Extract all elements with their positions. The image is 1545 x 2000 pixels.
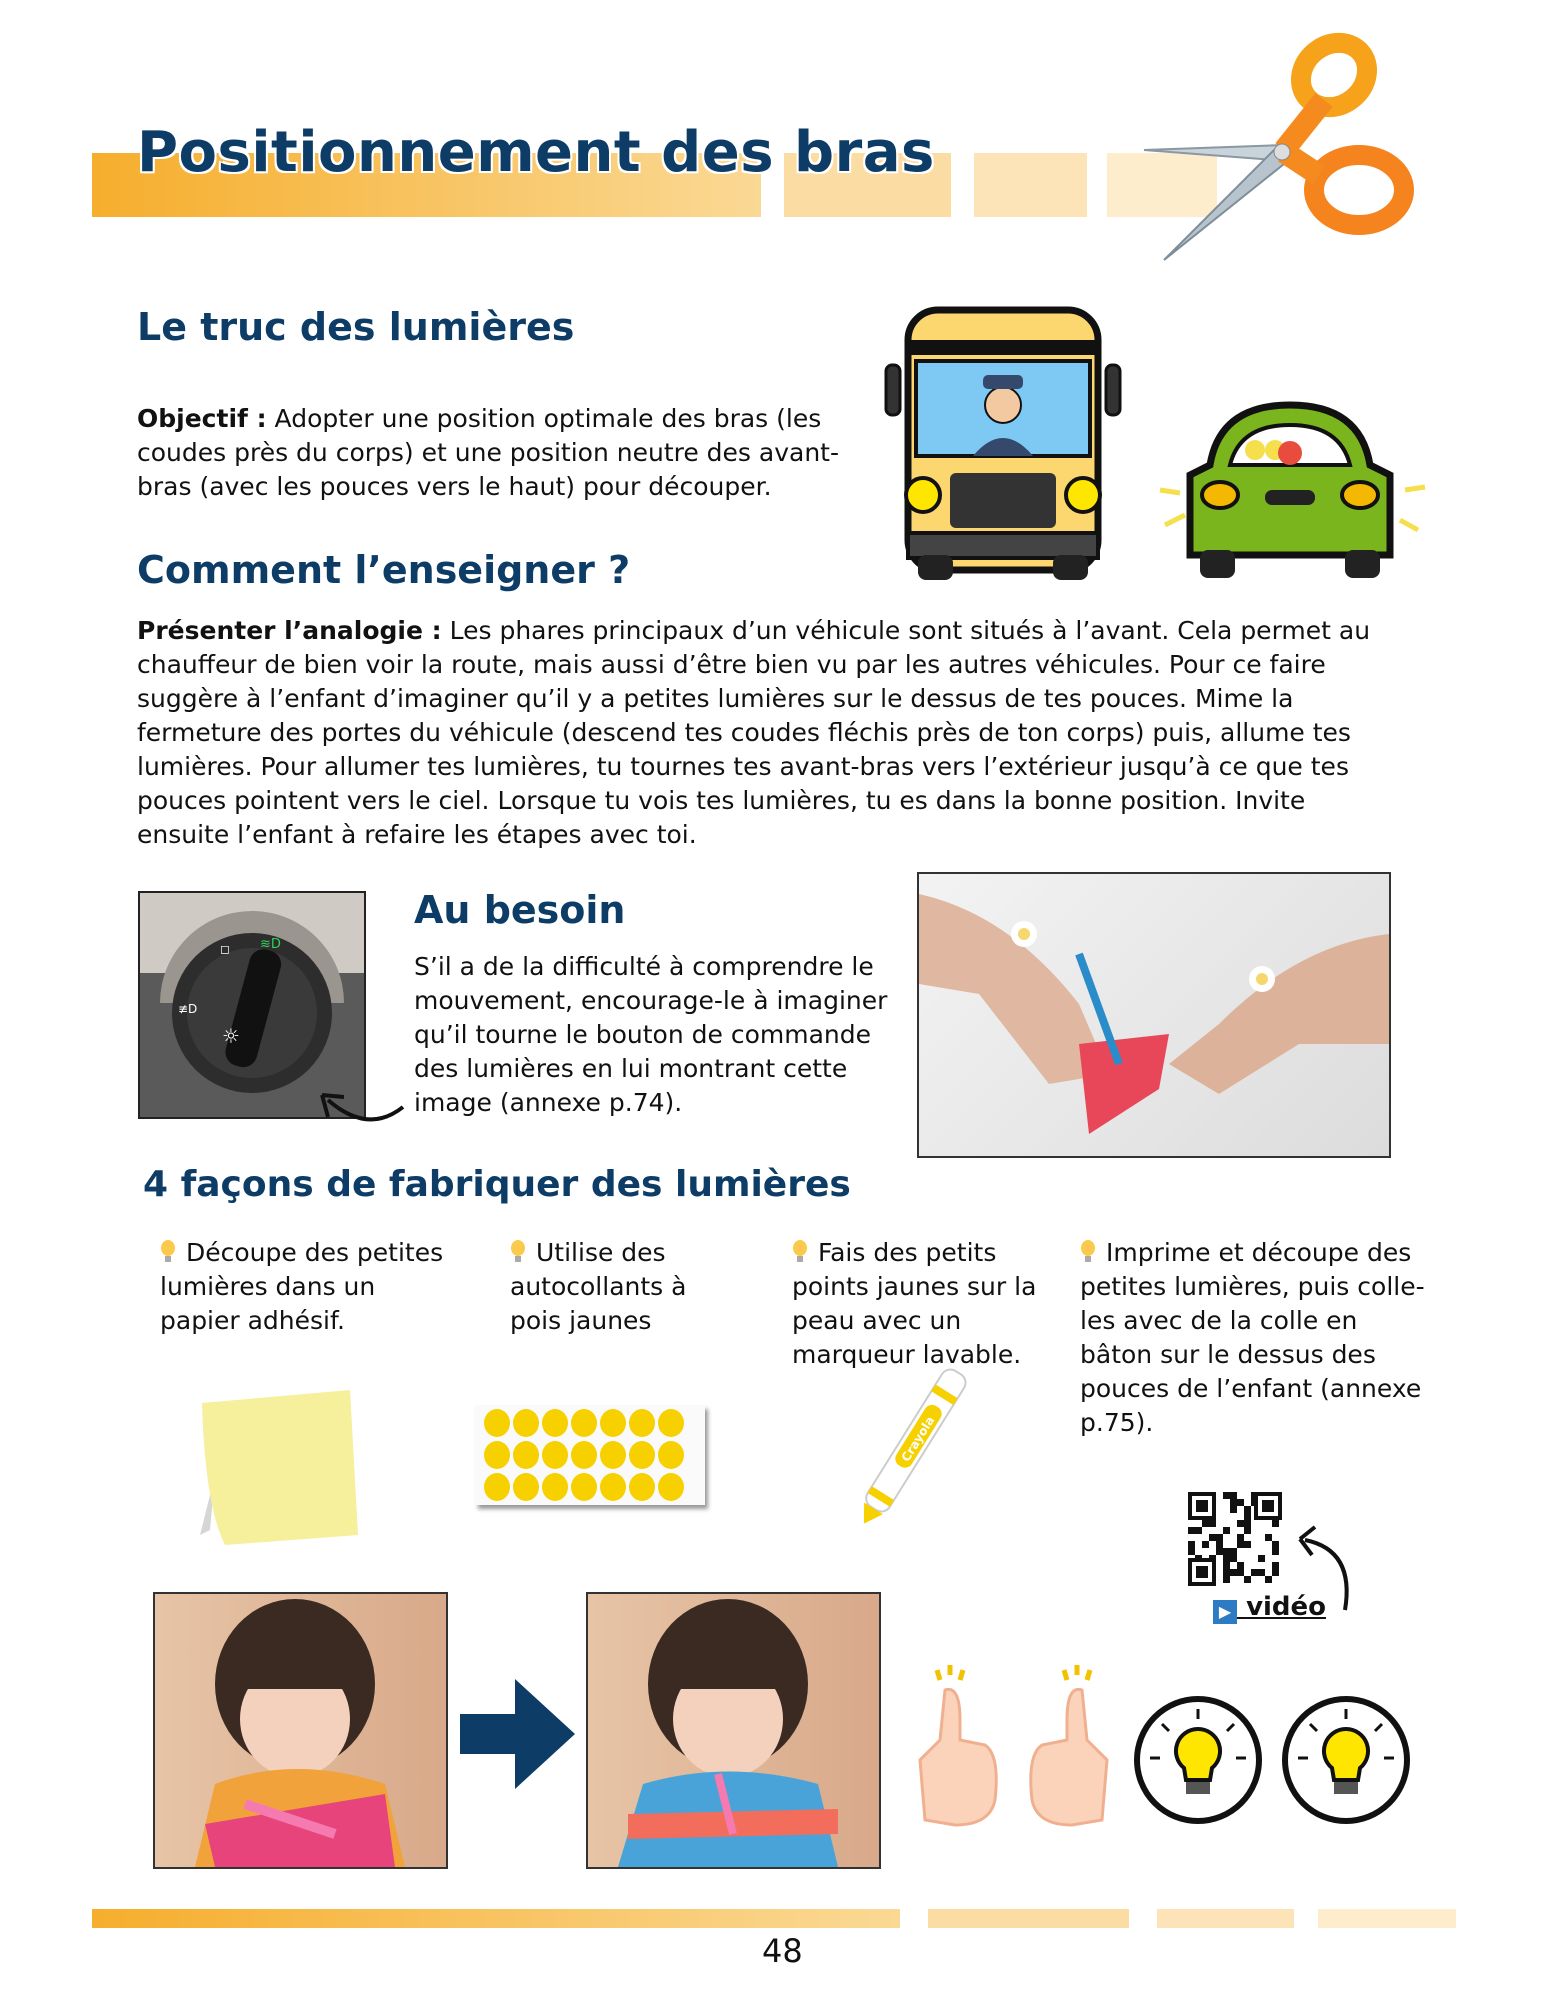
video-link[interactable] — [1213, 1592, 1326, 1624]
qr-code[interactable] — [1188, 1492, 1282, 1586]
page-number: 48 — [762, 1932, 803, 1970]
yellow-dot — [629, 1409, 655, 1437]
footer-band-3 — [1157, 1909, 1294, 1928]
yellow-dot — [658, 1441, 684, 1469]
play-icon: ▶ — [1213, 1600, 1237, 1624]
objective-text: Adopter une position optimale des bras (les coudes près du corps) et une position neutre des avant-bras (avec les pouces vers le haut) pour découper. — [137, 404, 840, 501]
yellow-dot — [484, 1441, 510, 1469]
right-arrow-icon — [460, 1679, 575, 1789]
yellow-dot — [513, 1441, 539, 1469]
analogy-label: Présenter l’analogie : — [137, 616, 442, 645]
footer-band-4 — [1318, 1909, 1456, 1928]
child-cutting-photo-after — [586, 1592, 881, 1869]
thumbs-up-icon — [1022, 1660, 1112, 1830]
yellow-dot — [542, 1473, 568, 1501]
svg-text:☼: ☼ — [222, 1024, 240, 1048]
yellow-dot — [600, 1409, 626, 1437]
section-title-lights-trick: Le truc des lumières — [137, 305, 575, 349]
lightbulb-circle-icon — [1280, 1694, 1412, 1826]
way-item-text: Fais des petits points jaunes sur la peau avec un marqueur lavable. — [792, 1238, 1037, 1369]
hands-cutting-photo — [917, 872, 1391, 1158]
yellow-dot — [513, 1409, 539, 1437]
lightbulb-icon — [1080, 1240, 1096, 1264]
way-item-text: Découpe des petites lumières dans un papier adhésif. — [160, 1238, 444, 1335]
objective-label: Objectif : — [137, 404, 267, 433]
page-title: Positionnement des bras — [137, 120, 935, 185]
section-title-if-needed: Au besoin — [414, 888, 626, 932]
yellow-dot — [629, 1441, 655, 1469]
yellow-dot — [629, 1473, 655, 1501]
header-band-3 — [974, 153, 1087, 217]
objective-paragraph — [137, 402, 857, 504]
marker-brand-label: Crayola — [898, 1413, 938, 1465]
way-item-2 — [510, 1236, 740, 1338]
yellow-dot — [542, 1441, 568, 1469]
car-illustration — [1150, 395, 1430, 585]
yellow-dot — [484, 1409, 510, 1437]
yellow-dot — [484, 1473, 510, 1501]
analogy-text: Les phares principaux d’un véhicule sont situés à l’avant. Cela permet au chauffeur de bien voir la route, mais aussi d’être bien vu par les autres véhicules. Pour ce faire suggère à l’enfant d’imaginer qu’il y a petites lumières sur le dessus de tes pouces. Mime la fermeture des portes du véhicule (descend tes coudes fléchis près de ton corps) puis, allume tes lumières. Pour allumer tes lumières, tu tournes tes avant-bras vers l’extérieur jusqu’à ce que tes pouces pointent vers le ciel. Lorsque tu vois tes lumières, tu es dans la bonne position. Invite ensuite l’enfant à refaire les étapes avec toi. — [137, 616, 1371, 849]
yellow-dot — [658, 1409, 684, 1437]
svg-text:≢D: ≢D — [178, 1002, 198, 1016]
lightbulb-icon — [510, 1240, 526, 1264]
if-needed-paragraph: S’il a de la difficulté à comprendre le mouvement, encourage-le à imaginer qu’il tourne le bouton de commande des lumières en lui montrant cette image (annexe p.74). — [414, 952, 888, 1117]
lightbulb-icon — [792, 1240, 808, 1264]
video-link-label: vidéo — [1246, 1592, 1327, 1622]
scissors-icon — [1124, 30, 1424, 265]
section-title-four-ways: 4 façons de fabriquer des lumières — [143, 1164, 851, 1205]
lightbulb-icon — [160, 1240, 176, 1264]
yellow-dot-stickers-image — [475, 1405, 705, 1505]
analogy-paragraph — [137, 614, 1392, 852]
yellow-dot — [513, 1473, 539, 1501]
way-item-1 — [160, 1236, 460, 1338]
yellow-dot — [542, 1409, 568, 1437]
footer-band-1 — [92, 1909, 900, 1928]
curved-arrow-icon — [318, 1075, 408, 1135]
way-item-text: Imprime et découpe des petites lumières, puis colle-les avec de la colle en bâton sur le dessus des pouces de l’enfant (annexe p.75). — [1080, 1238, 1425, 1437]
yellow-dot — [658, 1473, 684, 1501]
way-item-text: Utilise des autocollants à pois jaunes — [510, 1238, 687, 1335]
lightbulb-circle-icon — [1132, 1694, 1264, 1826]
thumbs-up-icon — [915, 1660, 1005, 1830]
yellow-dot — [571, 1441, 597, 1469]
yellow-dot — [600, 1473, 626, 1501]
bus-illustration — [878, 305, 1138, 585]
washable-marker-image — [825, 1350, 1005, 1530]
yellow-dot — [600, 1441, 626, 1469]
footer-band-2 — [928, 1909, 1129, 1928]
sticky-note-image — [180, 1385, 370, 1555]
section-title-how-to-teach: Comment l’enseigner ? — [137, 548, 631, 592]
yellow-dot — [571, 1409, 597, 1437]
yellow-dot — [571, 1473, 597, 1501]
svg-text:≋D: ≋D — [260, 937, 281, 952]
child-cutting-photo-before — [153, 1592, 448, 1869]
svg-text:◻: ◻ — [220, 942, 230, 956]
way-item-4 — [1080, 1236, 1425, 1440]
